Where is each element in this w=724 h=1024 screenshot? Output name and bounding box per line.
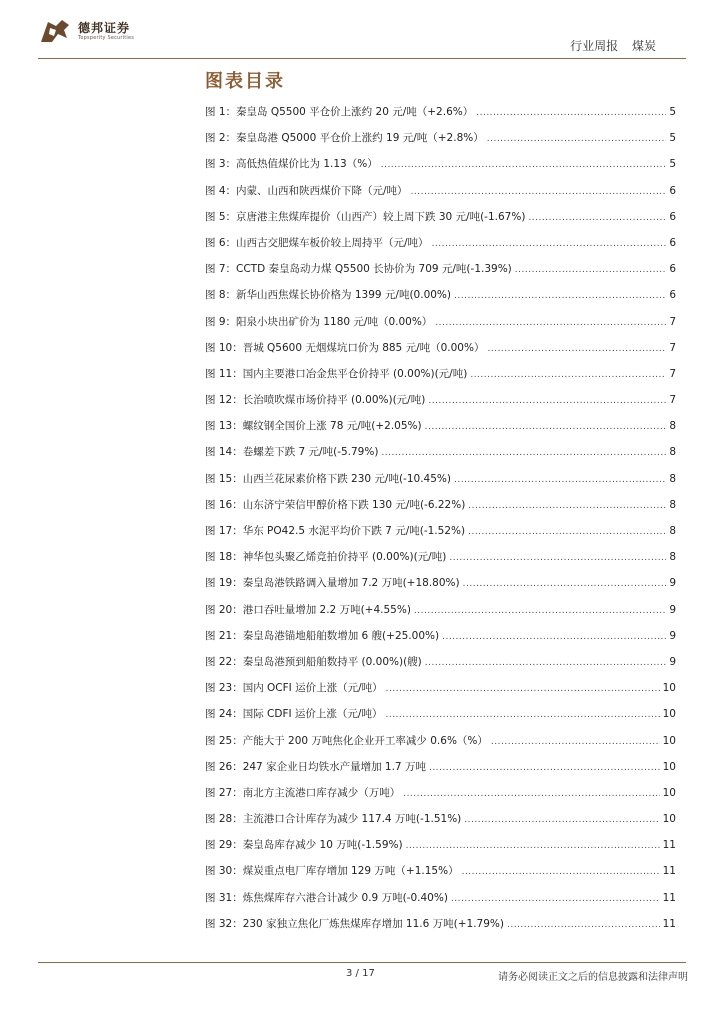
toc-entry[interactable] <box>205 549 676 575</box>
toc-entry-page[interactable]: 7 <box>669 367 676 380</box>
toc-entry[interactable] <box>205 471 676 497</box>
section-title: 图表目录 <box>205 71 285 92</box>
toc-entry-label[interactable]: 图 7：CCTD 秦皇岛动力煤 Q5500 长协价为 709 元/吨(-1.39%) <box>205 263 512 276</box>
toc-leader-dots <box>425 658 667 668</box>
toc-entry-label[interactable]: 图 17：华东 PO42.5 水泥平均价下跌 7 元/吨(-1.52%) <box>205 525 466 537</box>
toc-entry-label[interactable]: 图 10：晋城 Q5600 无烟煤坑口价为 885 元/吨（0.00%） <box>205 341 485 354</box>
toc-entry[interactable] <box>205 209 676 235</box>
toc-entry-label[interactable]: 图 12：长治喷吹煤市场价持平 (0.00%)(元/吨) <box>205 394 426 407</box>
toc-entry-label[interactable]: 图 3：高低热值煤价比为 1.13（%） <box>205 158 378 171</box>
toc-entry-label[interactable]: 图 16：山东济宁荣信甲醇价格下跌 130 元/吨(-6.22%) <box>205 498 466 511</box>
toc-leader-dots <box>528 213 666 223</box>
toc-leader-dots <box>432 239 667 249</box>
toc-entry[interactable] <box>205 340 676 366</box>
toc-entry-page[interactable]: 7 <box>669 315 676 328</box>
toc-leader-dots <box>428 396 666 406</box>
toc-entry-page[interactable]: 6 <box>669 289 676 302</box>
toc-leader-dots <box>464 815 659 825</box>
toc-leader-dots <box>470 370 666 380</box>
toc-entry-page[interactable]: 5 <box>669 158 676 171</box>
toc-entry-page[interactable]: 10 <box>662 786 676 799</box>
toc-entry[interactable] <box>205 706 676 732</box>
toc-entry-page[interactable]: 11 <box>662 917 676 930</box>
toc-entry[interactable] <box>205 863 676 889</box>
toc-entry-page[interactable]: 11 <box>662 839 676 852</box>
toc-entry-page[interactable]: 6 <box>669 184 676 197</box>
toc-leader-dots <box>451 894 660 904</box>
report-category: 行业周报 <box>570 39 619 53</box>
toc-entry[interactable] <box>205 314 676 340</box>
figure-index <box>205 104 676 942</box>
toc-entry[interactable] <box>205 628 676 654</box>
toc-entry-label[interactable]: 图 23：国内 OCFI 运价上涨（元/吨） <box>205 682 383 695</box>
toc-entry-label[interactable]: 图 15：山西兰花尿素价格下跌 230 元/吨(-10.45%) <box>205 472 451 485</box>
toc-entry-page[interactable]: 10 <box>662 734 676 747</box>
toc-entry-label[interactable]: 图 8：新华山西焦煤长协价格为 1399 元/吨(0.00%) <box>205 289 452 302</box>
toc-leader-dots <box>381 448 666 458</box>
toc-entry-page[interactable]: 7 <box>669 341 676 354</box>
report-type <box>560 37 656 54</box>
header-divider <box>38 58 686 59</box>
toc-leader-dots <box>468 527 666 537</box>
footer-divider <box>38 962 686 963</box>
toc-entry[interactable] <box>205 733 676 759</box>
toc-entry[interactable] <box>205 235 676 261</box>
brand-name-en: Topsperity Securities <box>78 34 135 41</box>
toc-entry[interactable] <box>205 156 676 182</box>
toc-leader-dots <box>411 187 667 197</box>
toc-entry-label[interactable]: 图 13：螺纹钢全国价上涨 78 元/吨(+2.05%) <box>205 420 422 433</box>
toc-entry-label[interactable]: 图 19：秦皇岛港铁路调入量增加 7.2 万吨(+18.80%) <box>205 577 460 590</box>
toc-entry[interactable] <box>205 130 676 156</box>
toc-entry[interactable] <box>205 183 676 209</box>
brand-name-cn: 德邦证券 <box>78 20 131 35</box>
toc-leader-dots <box>386 684 660 694</box>
toc-entry-label[interactable]: 图 6：山西古交肥煤车板价较上周持平（元/吨） <box>205 236 429 249</box>
toc-entry-page[interactable]: 5 <box>669 132 676 145</box>
toc-leader-dots <box>462 867 660 877</box>
toc-entry-label[interactable]: 图 20：港口吞吐量增加 2.2 万吨(+4.55%) <box>205 603 411 616</box>
toc-entry-page[interactable]: 6 <box>669 263 676 276</box>
toc-entry-page[interactable]: 9 <box>669 629 676 642</box>
toc-leader-dots <box>487 344 666 354</box>
toc-entry[interactable] <box>205 890 676 916</box>
toc-entry-label[interactable]: 图 27：南北方主流港口库存减少（万吨） <box>205 786 401 799</box>
toc-entry[interactable] <box>205 497 676 523</box>
toc-entry-label[interactable]: 图 32：230 家独立焦化厂炼焦煤库存增加 11.6 万吨(+1.79%) <box>205 917 504 930</box>
toc-leader-dots <box>487 134 667 144</box>
toc-entry-label[interactable]: 图 26：247 家企业日均铁水产量增加 1.7 万吨 <box>205 760 426 773</box>
toc-leader-dots <box>468 501 666 511</box>
toc-entry-page[interactable]: 9 <box>669 655 676 668</box>
toc-entry[interactable] <box>205 366 676 392</box>
toc-leader-dots <box>425 422 667 432</box>
toc-entry[interactable] <box>205 444 676 470</box>
legal-disclaimer: 请务必阅读正文之后的信息披露和法律声明 <box>498 972 688 983</box>
toc-entry[interactable] <box>205 785 676 811</box>
toc-leader-dots <box>381 160 667 170</box>
toc-leader-dots <box>385 710 659 720</box>
toc-entry-label[interactable]: 图 14：卷螺差下跌 7 元/吨(-5.79%) <box>205 446 379 459</box>
toc-entry[interactable] <box>205 654 676 680</box>
toc-leader-dots <box>454 475 666 485</box>
toc-entry-page[interactable]: 11 <box>662 865 676 878</box>
toc-entry-page[interactable]: 9 <box>669 603 676 616</box>
toc-leader-dots <box>476 108 666 118</box>
toc-entry-page[interactable]: 10 <box>662 682 676 695</box>
toc-entry[interactable] <box>205 261 676 287</box>
toc-leader-dots <box>406 841 660 851</box>
toc-entry-label[interactable]: 图 25：产能大于 200 万吨焦化企业开工率减少 0.6%（%） <box>205 734 488 747</box>
toc-entry-page[interactable]: 9 <box>669 577 676 590</box>
brand-logo-icon <box>38 16 72 46</box>
toc-entry[interactable] <box>205 392 676 418</box>
toc-entry[interactable] <box>205 104 676 130</box>
toc-leader-dots <box>463 579 667 589</box>
toc-entry[interactable] <box>205 811 676 837</box>
report-sector: 煤炭 <box>631 39 656 53</box>
toc-entry[interactable] <box>205 837 676 863</box>
toc-entry-label[interactable]: 图 11：国内主要港口冶金焦平仓价持平 (0.00%)(元/吨) <box>205 367 468 380</box>
toc-entry-label[interactable]: 图 21：秦皇岛港锚地船舶数增加 6 艘(+25.00%) <box>205 629 440 642</box>
toc-leader-dots <box>515 265 667 275</box>
toc-entry-label[interactable]: 图 2：秦皇岛港 Q5000 平仓价上涨约 19 元/吨（+2.8%） <box>205 132 484 145</box>
toc-entry-label[interactable]: 图 9：阳泉小块出矿价为 1180 元/吨（0.00%） <box>205 315 433 328</box>
toc-entry-page[interactable]: 6 <box>669 236 676 249</box>
toc-leader-dots <box>403 789 659 799</box>
toc-entry-label[interactable]: 图 4：内蒙、山西和陕西煤价下降（元/吨） <box>205 184 408 197</box>
toc-leader-dots <box>491 737 660 747</box>
toc-entry-label[interactable]: 图 24：国际 CDFI 运价上涨（元/吨） <box>205 708 383 721</box>
toc-entry-label[interactable]: 图 28：主流港口合计库存为减少 117.4 万吨(-1.51%) <box>205 813 462 826</box>
toc-entry-page[interactable]: 8 <box>669 525 676 537</box>
toc-entry[interactable] <box>205 759 676 785</box>
toc-leader-dots <box>449 553 666 563</box>
toc-leader-dots <box>454 291 666 301</box>
toc-entry-label[interactable]: 图 5：京唐港主焦煤库提价（山西产）较上周下跌 30 元/吨(-1.67%) <box>205 210 526 223</box>
toc-entry-label[interactable]: 图 18：神华包头聚乙烯竞拍价持平 (0.00%)(元/吨) <box>205 551 447 564</box>
toc-leader-dots <box>429 763 660 773</box>
toc-entry-page[interactable]: 5 <box>669 106 676 118</box>
toc-entry-page[interactable]: 6 <box>669 210 676 223</box>
toc-entry[interactable] <box>205 916 676 942</box>
toc-entry-page[interactable]: 8 <box>669 420 676 433</box>
toc-entry-label[interactable]: 图 1：秦皇岛 Q5500 平仓价上涨约 20 元/吨（+2.6%） <box>205 106 474 118</box>
toc-entry[interactable] <box>205 575 676 601</box>
toc-leader-dots <box>435 318 666 328</box>
toc-leader-dots <box>442 632 666 642</box>
toc-entry-page[interactable]: 10 <box>662 708 676 721</box>
toc-entry-page[interactable]: 8 <box>669 446 676 459</box>
toc-entry-page[interactable]: 8 <box>669 551 676 564</box>
toc-entry[interactable] <box>205 602 676 628</box>
toc-entry-page[interactable]: 8 <box>669 472 676 485</box>
toc-entry[interactable] <box>205 418 676 444</box>
toc-leader-dots <box>507 920 660 930</box>
brand-logo <box>38 16 134 46</box>
toc-entry[interactable] <box>205 287 676 313</box>
toc-entry-label[interactable]: 图 22：秦皇岛港预到船舶数持平 (0.00%)(艘) <box>205 655 422 668</box>
page-number: 3 / 17 <box>346 968 375 979</box>
toc-entry-label[interactable]: 图 29：秦皇岛库存减少 10 万吨(-1.59%) <box>205 839 403 852</box>
toc-entry[interactable] <box>205 680 676 706</box>
toc-entry-page[interactable]: 10 <box>662 813 676 826</box>
toc-entry-page[interactable]: 11 <box>662 891 676 904</box>
toc-entry[interactable] <box>205 523 676 549</box>
toc-entry-page[interactable]: 7 <box>669 394 676 407</box>
toc-entry-label[interactable]: 图 31：炼焦煤库存六港合计减少 0.9 万吨(-0.40%) <box>205 891 448 904</box>
toc-leader-dots <box>414 606 666 616</box>
toc-entry-page[interactable]: 10 <box>662 760 676 773</box>
toc-entry-page[interactable]: 8 <box>669 498 676 511</box>
toc-entry-label[interactable]: 图 30：煤炭重点电厂库存增加 129 万吨（+1.15%） <box>205 865 459 878</box>
page-header <box>0 0 724 60</box>
